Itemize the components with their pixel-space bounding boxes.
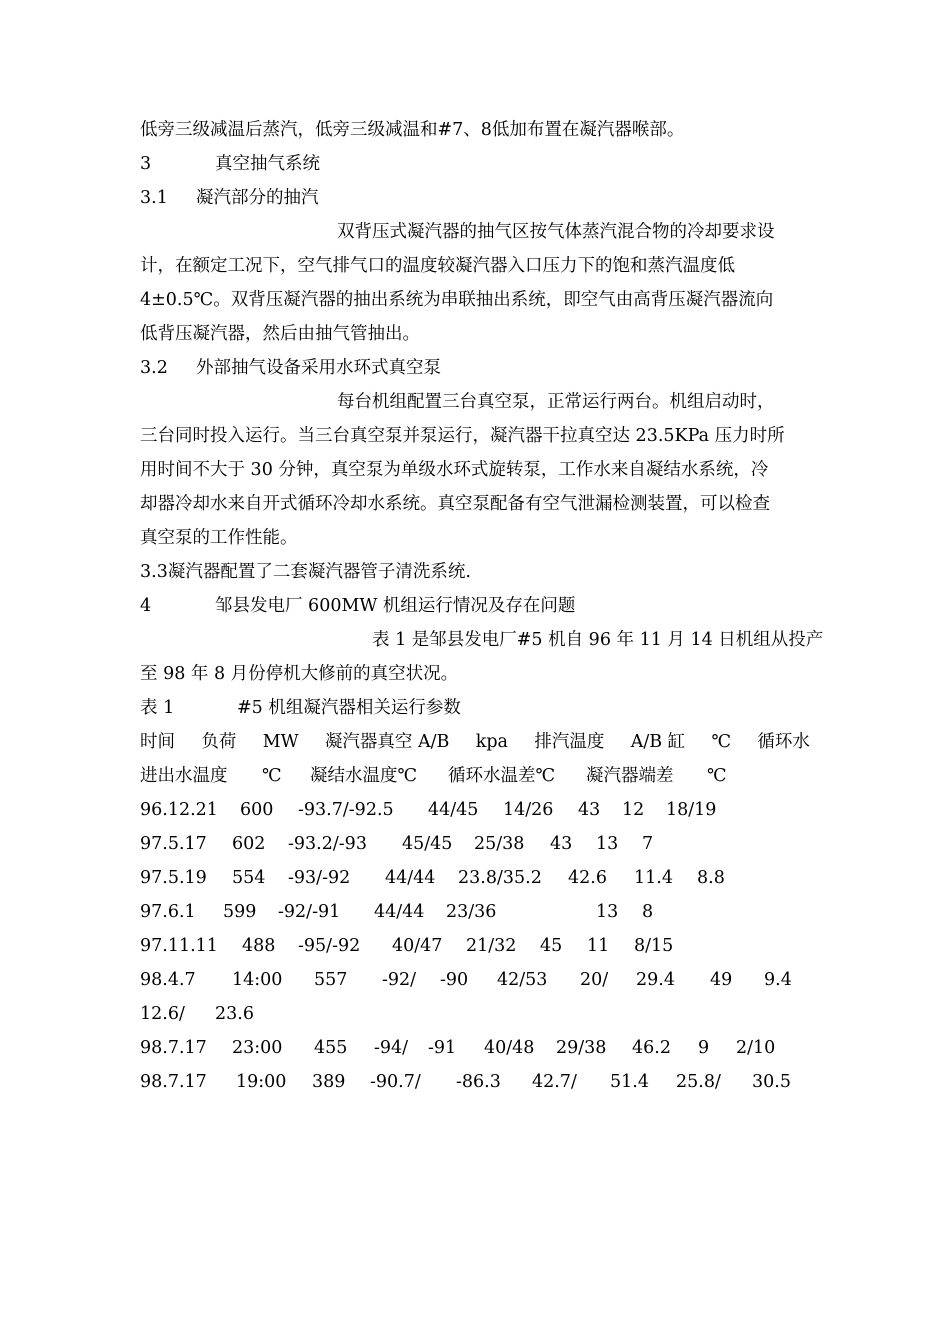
table-cell: 30.5 <box>752 1072 791 1092</box>
paragraph-line: 每台机组配置三台真空泵，正常运行两台。机组启动时， <box>337 392 775 412</box>
table-cell: 13 <box>596 902 619 922</box>
table-cell: 46.2 <box>632 1038 671 1058</box>
table-cell: 98.4.7 <box>140 970 196 990</box>
table-cell: 49 <box>710 970 733 990</box>
table-cell: 18/19 <box>666 800 717 820</box>
table-number: 表 1 <box>140 698 175 718</box>
table-cell: 554 <box>232 868 266 888</box>
table-cell: -93.7/-92.5 <box>298 800 394 820</box>
table-cell: -93/-92 <box>288 868 351 888</box>
paragraph-line: 却器冷却水来自开式循环冷却水系统。真空泵配备有空气泄漏检测装置，可以检查 <box>140 494 770 514</box>
table-cell: 19:00 <box>236 1072 287 1092</box>
table-cell: 44/44 <box>374 902 425 922</box>
table-cell: 45/45 <box>402 834 453 854</box>
table-cell: 8 <box>642 902 654 922</box>
table-cell: -91 <box>428 1038 457 1058</box>
table-cell: 44/44 <box>385 868 436 888</box>
table-cell: 45 <box>540 936 563 956</box>
table-cell: 29.4 <box>636 970 675 990</box>
table-cell: 14/26 <box>503 800 554 820</box>
paragraph-line: 用时间不大于 30 分钟，真空泵为单级水环式旋转泵，工作水来自凝结水系统，冷 <box>140 460 769 480</box>
header-cell: ℃ <box>711 732 732 752</box>
table-cell: 557 <box>314 970 348 990</box>
table-cell: 599 <box>223 902 257 922</box>
table-cell: 97.11.11 <box>140 936 218 956</box>
table-cell: 602 <box>232 834 266 854</box>
table-cell: 455 <box>314 1038 348 1058</box>
paragraph-line: 至 98 年 8 月份停机大修前的真空状况。 <box>140 664 459 684</box>
header-cell: kpa <box>475 732 508 752</box>
table-cell: 8.8 <box>697 868 725 888</box>
table-cell: -86.3 <box>456 1072 501 1092</box>
header-cell: 进出水温度 <box>140 766 228 786</box>
table-cell: 23:00 <box>232 1038 283 1058</box>
table-cell: 20/ <box>580 970 609 990</box>
table-cell: 51.4 <box>610 1072 649 1092</box>
paragraph-line: 低旁三级减温后蒸汽，低旁三级减温和#7、8低加布置在凝汽器喉部。 <box>140 120 685 140</box>
table-cell: 98.7.17 <box>140 1072 207 1092</box>
table-cell: 23.6 <box>215 1004 254 1024</box>
paragraph-line: 三台同时投入运行。当三台真空泵并泵运行，凝汽器干拉真空达 23.5KPa 压力时所 <box>140 426 785 446</box>
table-cell: 12.6/ <box>140 1004 185 1024</box>
table-header-line <box>140 730 810 754</box>
header-cell: 凝汽器端差 <box>586 766 674 786</box>
table-cell: 42/53 <box>497 970 548 990</box>
table-title: #5 机组凝汽器相关运行参数 <box>237 698 461 718</box>
header-cell: MW <box>262 732 299 752</box>
table-cell: 40/48 <box>484 1038 535 1058</box>
table-cell: 13 <box>596 834 619 854</box>
table-cell: 42.6 <box>568 868 607 888</box>
table-cell: -93.2/-93 <box>288 834 367 854</box>
paragraph-line: 计，在额定工况下，空气排气口的温度较凝汽器入口压力下的饱和蒸汽温度低 <box>140 256 735 276</box>
header-cell: ℃ <box>262 766 282 786</box>
header-cell: 排汽温度 <box>534 732 605 752</box>
table-cell: 97.5.17 <box>140 834 207 854</box>
table-cell: 14:00 <box>232 970 283 990</box>
table-cell: 2/10 <box>736 1038 776 1058</box>
table-cell: -94/ <box>374 1038 409 1058</box>
paragraph-line: 低背压凝汽器，然后由抽气管抽出。 <box>140 324 420 344</box>
table-cell: 600 <box>240 800 274 820</box>
header-cell: A/B 缸 <box>630 732 686 752</box>
section-number: 4 <box>140 596 152 616</box>
table-cell: 43 <box>578 800 601 820</box>
table-cell: 29/38 <box>556 1038 607 1058</box>
header-cell: 负荷 <box>201 732 237 752</box>
table-cell: -90 <box>440 970 469 990</box>
section-title: 真空抽气系统 <box>215 154 320 174</box>
header-cell: 循环水 <box>757 732 810 752</box>
table-cell: 96.12.21 <box>140 800 218 820</box>
table-cell: 23.8/35.2 <box>458 868 542 888</box>
section-number: 3 <box>140 154 152 174</box>
table-cell: 98.7.17 <box>140 1038 207 1058</box>
table-cell: 23/36 <box>446 902 497 922</box>
table-cell: -90.7/ <box>370 1072 421 1092</box>
header-cell: 时间 <box>140 732 175 752</box>
table-cell: 25.8/ <box>676 1072 721 1092</box>
table-cell: 8/15 <box>634 936 674 956</box>
table-cell: 9.4 <box>764 970 792 990</box>
table-cell: -95/-92 <box>298 936 361 956</box>
table-cell: 11 <box>587 936 610 956</box>
table-cell: 11.4 <box>634 868 673 888</box>
table-cell: 97.5.19 <box>140 868 207 888</box>
section-title: 邹县发电厂 600MW 机组运行情况及存在问题 <box>215 596 576 616</box>
table-cell: 488 <box>242 936 276 956</box>
header-cell: 循环水温差℃ <box>448 766 556 786</box>
table-row <box>0 1070 950 1334</box>
paragraph-line: 4±0.5℃。双背压凝汽器的抽出系统为串联抽出系统，即空气由高背压凝汽器流向 <box>140 290 774 310</box>
subsection-heading: 3.3凝汽器配置了二套凝汽器管子清洗系统. <box>140 562 471 582</box>
table-cell: 43 <box>550 834 573 854</box>
table-cell: -92/ <box>382 970 417 990</box>
table-cell: 42.7/ <box>532 1072 577 1092</box>
table-cell: 44/45 <box>428 800 479 820</box>
subsection-title: 外部抽气设备采用水环式真空泵 <box>196 358 441 378</box>
table-cell: 21/32 <box>466 936 517 956</box>
table-cell: 25/38 <box>474 834 525 854</box>
table-cell: 389 <box>312 1072 346 1092</box>
table-cell: 40/47 <box>392 936 443 956</box>
paragraph-line: 双背压式凝汽器的抽气区按气体蒸汽混合物的冷却要求设 <box>337 222 775 242</box>
table-cell: 9 <box>698 1038 710 1058</box>
header-cell: 凝汽器真空 A/B <box>324 732 450 752</box>
subsection-number: 3.2 <box>140 358 168 378</box>
header-cell: 凝结水温度℃ <box>310 766 418 786</box>
subsection-number: 3.1 <box>140 188 168 208</box>
table-cell: -92/-91 <box>278 902 341 922</box>
paragraph-line: 表 1 是邹县发电厂#5 机自 96 年 11 月 14 日机组从投产 <box>372 630 824 650</box>
paragraph-line: 真空泵的工作性能。 <box>140 528 298 548</box>
table-cell: 7 <box>642 834 654 854</box>
subsection-title: 凝汽部分的抽汽 <box>196 188 319 208</box>
table-cell: 12 <box>622 800 645 820</box>
table-cell: 97.6.1 <box>140 902 196 922</box>
header-cell: ℃ <box>707 766 727 786</box>
